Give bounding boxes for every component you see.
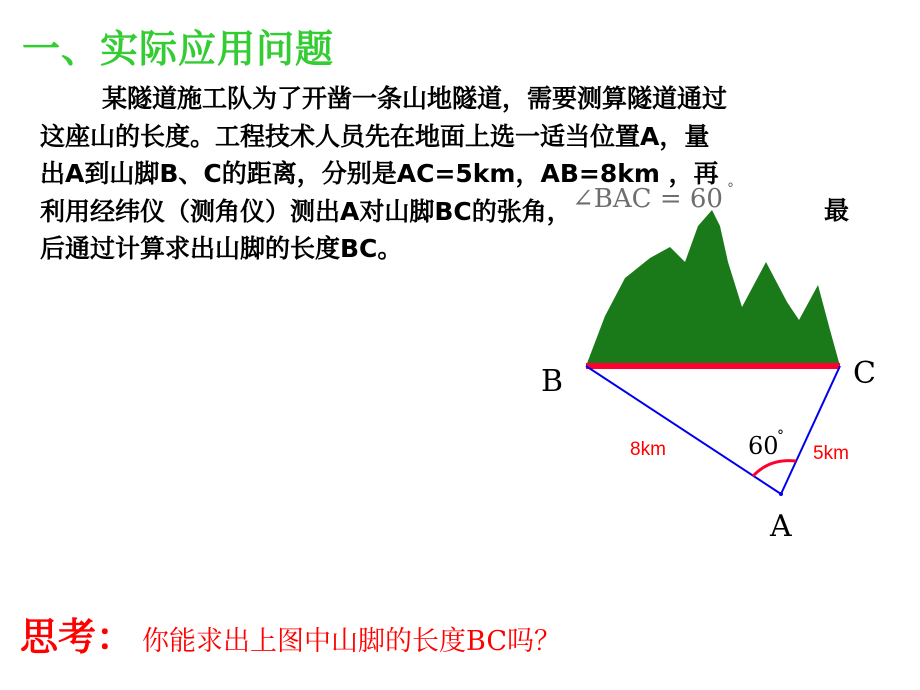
mountain-shape [586,210,840,366]
problem-line-4: 利用经纬仪（测角仪）测出A对山脚BC的张角， [40,196,572,226]
problem-line-2: 这座山的长度。工程技术人员先在地面上选一适当位置A，量 [40,121,710,151]
point-c-label: C [853,356,876,391]
point-a-dot [779,492,783,496]
think-label: 思考： [20,615,135,659]
angle-formula-text: ∠BAC = 60 [572,184,723,214]
think-question [20,606,561,661]
think-question-text: 你能求出上图中山脚的长度BC吗？ [142,626,562,657]
problem-trailing-word: 最 [824,196,850,225]
point-b-label: B [541,364,564,399]
angle-degree-symbol: ° [777,428,784,444]
section-title: 一、实际应用问题 [22,27,335,71]
label-ac-distance: 5km [813,443,849,464]
problem-line-5: 后通过计算求出山脚的长度BC。 [40,234,403,263]
label-ab-distance: 8km [630,439,666,460]
angle-value-label: 60 [748,432,779,460]
problem-line-3: 出A到山脚B、C的距离，分别是AC=5km，AB=8km ，再 [40,159,719,188]
side-ab [586,366,781,494]
side-ac [781,366,840,494]
point-a-label: A [770,509,792,544]
angle-formula-degree: ° [726,181,734,197]
problem-line-1: 某隧道施工队为了开凿一条山地隧道，需要测算隧道通过 [102,84,728,113]
